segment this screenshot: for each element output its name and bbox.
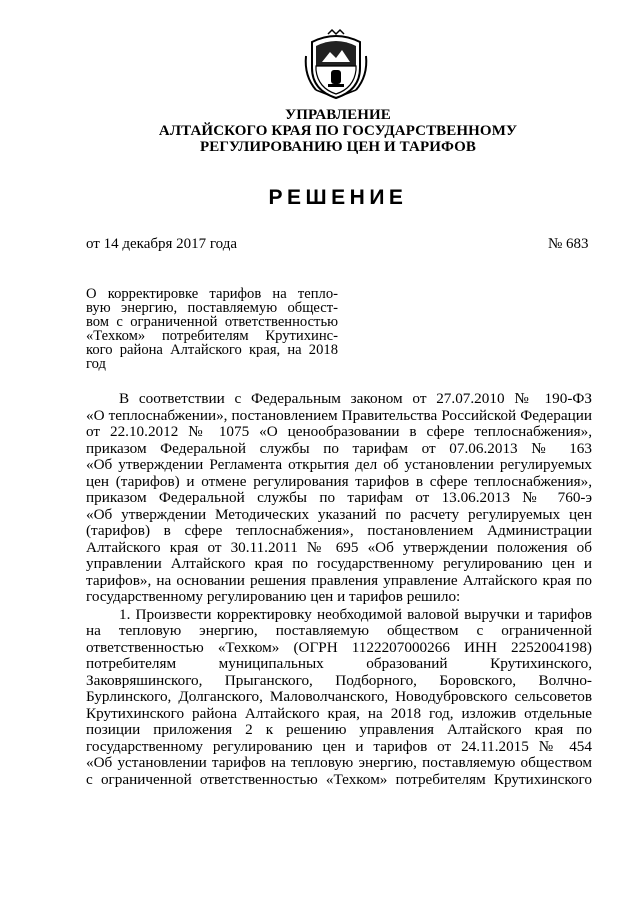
body-line: В соответствии с Федеральным законом от 27.07.2010 № 190-ФЗ xyxy=(119,390,592,407)
body-line: приказом Федеральной службы по тарифам от 07.06.2013 № 163 xyxy=(86,440,592,457)
document-type-title: РЕШЕНИЕ xyxy=(268,186,408,209)
subject-line: вую энергию, поставляемую общест- xyxy=(86,300,338,316)
altai-krai-coat-of-arms-icon xyxy=(302,28,370,100)
body-line: управлении Алтайского края по государственному регулированию цен и xyxy=(86,555,592,572)
body-line: Бурлинского, Долганского, Маловолчанского, Новодубровского сельсоветов xyxy=(86,688,592,705)
body-line: Крутихинского района Алтайского края, на 2018 год, изложив отдельные xyxy=(86,705,592,722)
org-name-line: АЛТАЙСКОГО КРАЯ ПО ГОСУДАРСТВЕННОМУ xyxy=(158,123,518,139)
body-line: с ограниченной ответственностью «Техком» потребителям Крутихинского xyxy=(86,771,592,788)
body-line: государственному регулированию цен и тарифов от 24.11.2015 № 454 xyxy=(86,738,592,755)
body-line: государственному регулированию цен и тарифов решило: xyxy=(86,588,461,605)
subject-line: вом с ограниченной ответственностью xyxy=(86,314,338,330)
body-line: Заковряшинского, Прыганского, Подборного, Боровского, Волчно- xyxy=(86,672,592,689)
subject-line: «Техком» потребителям Крутихинс- xyxy=(86,328,338,344)
body-line: на тепловую энергию, поставляемую обществом с ограниченной xyxy=(86,622,592,639)
body-line: «Об установлении тарифов на тепловую энергию, поставляемую обществом xyxy=(86,754,592,771)
body-line: приказом Федеральной службы по тарифам от 13.06.2013 № 760-э xyxy=(86,489,592,506)
body-line: «Об утверждении Регламента открытия дел об установлении регулируемых xyxy=(86,456,592,473)
subject-line: О корректировке тарифов на тепло- xyxy=(86,286,338,302)
body-line: тарифов», на основании решения правления управление Алтайского края по xyxy=(86,572,592,589)
document-date: от 14 декабря 2017 года xyxy=(86,236,238,252)
subject-line: кого района Алтайского края, на 2018 xyxy=(86,342,338,358)
body-line: цен (тарифов) и отмене регулирования тарифов в сфере теплоснабжения», xyxy=(86,473,592,490)
body-line: 1. Произвести корректировку необходимой валовой выручки и тарифов xyxy=(119,606,592,623)
body-line: (тарифов) в сфере теплоснабжения», постановлением Администрации xyxy=(86,522,592,539)
body-line: от 22.10.2012 № 1075 «О ценообразовании в сфере теплоснабжения», xyxy=(86,423,592,440)
org-name-line: РЕГУЛИРОВАНИЮ ЦЕН И ТАРИФОВ xyxy=(199,139,477,155)
body-line: «Об утверждении Методических указаний по расчету регулируемых цен xyxy=(86,506,592,523)
body-line: ответственностью «Техком» (ОГРН 1122207000266 ИНН 2252004198) xyxy=(86,639,592,656)
document-number: № 683 xyxy=(548,236,589,252)
body-line: Алтайского края от 30.11.2011 № 695 «Об утверждении положения об xyxy=(86,539,592,556)
body-line: потребителям муниципальных образований Крутихинского, xyxy=(86,655,592,672)
org-name-line: УПРАВЛЕНИЕ xyxy=(285,107,391,123)
subject-line: год xyxy=(86,356,106,372)
body-line: позиции приложения 2 к решению управления Алтайского края по xyxy=(86,721,592,738)
body-line: «О теплоснабжении», постановлением Правительства Российской Федерации xyxy=(86,407,592,424)
